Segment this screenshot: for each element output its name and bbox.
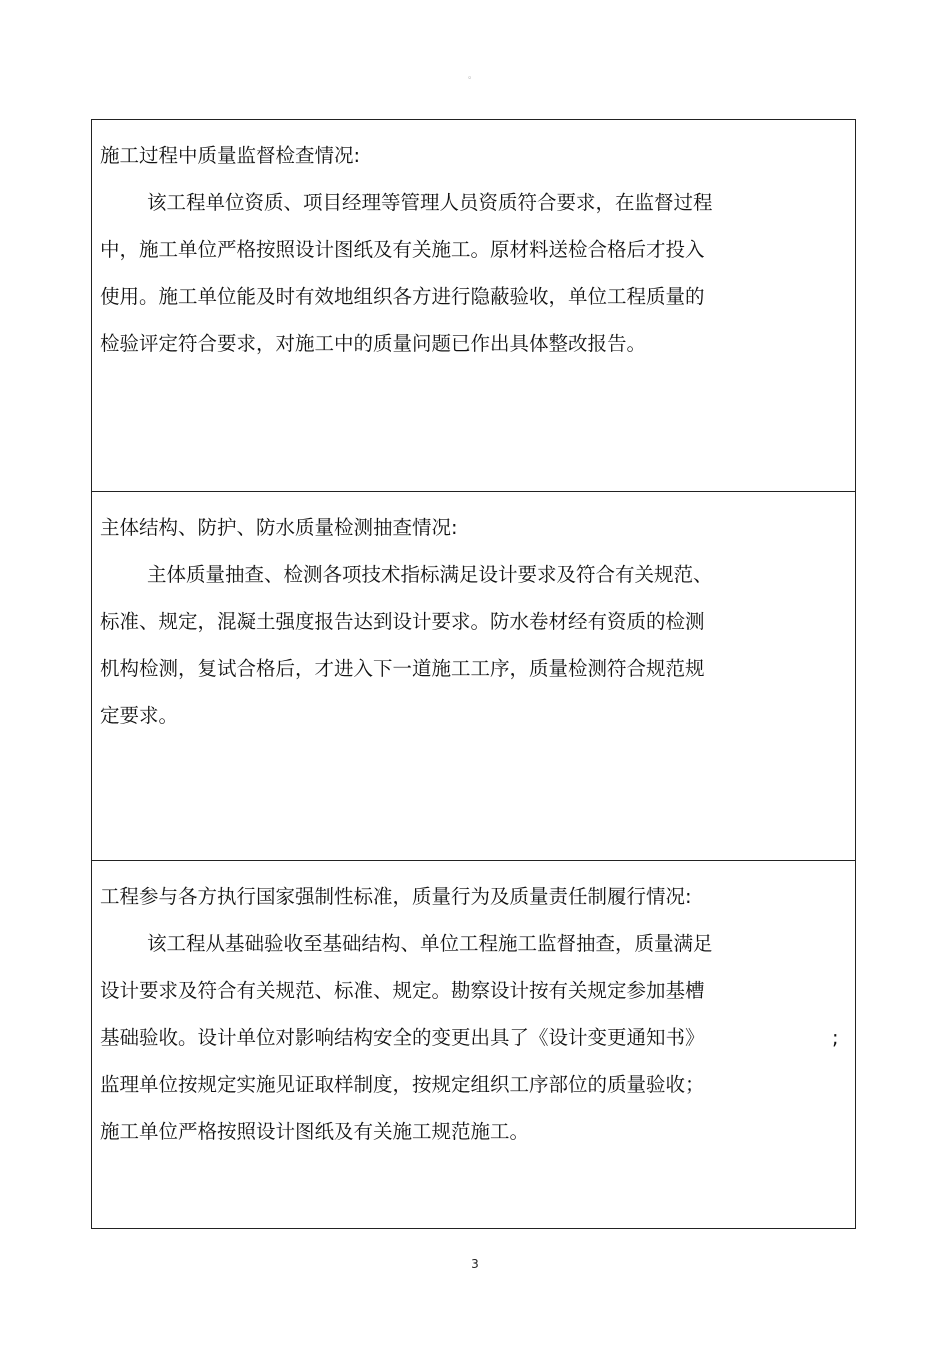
paragraph-line: 该工程单位资质、项目经理等管理人员资质符合要求，在监督过程 bbox=[147, 191, 713, 214]
line-tail-mark: ; bbox=[832, 1026, 839, 1049]
section-construction-supervision bbox=[92, 120, 855, 491]
paragraph-line: 施工单位严格按照设计图纸及有关施工规范施工。 bbox=[100, 1120, 530, 1143]
paragraph-line: 中，施工单位严格按照设计图纸及有关施工。原材料送检合格后才投入 bbox=[100, 238, 705, 261]
paragraph-line: 机构检测，复试合格后，才进入下一道施工工序，质量检测符合规范规 bbox=[100, 657, 705, 680]
paragraph-line-text: 基础验收。设计单位对影响结构安全的变更出具了《设计变更通知书》 bbox=[100, 1026, 705, 1049]
paragraph-line-with-tail bbox=[100, 1014, 841, 1061]
section-title: 主体结构、防护、防水质量检测抽查情况: bbox=[100, 516, 458, 539]
paragraph-line: 定要求。 bbox=[100, 704, 179, 727]
section-title: 工程参与各方执行国家强制性标准，质量行为及质量责任制履行情况: bbox=[100, 885, 692, 908]
paragraph-line: 检验评定符合要求，对施工中的质量问题已作出具体整改报告。 bbox=[100, 332, 647, 355]
section-structure-waterproof-inspection bbox=[92, 491, 855, 860]
section-title: 施工过程中质量监督检查情况: bbox=[100, 144, 361, 167]
paragraph-line: 标准、规定，混凝土强度报告达到设计要求。防水卷材经有资质的检测 bbox=[100, 610, 705, 633]
quality-report-table bbox=[91, 119, 856, 1229]
paragraph-line: 使用。施工单位能及时有效地组织各方进行隐蔽验收，单位工程质量的 bbox=[100, 285, 705, 308]
header-mark: 。 bbox=[468, 71, 478, 81]
section-standards-compliance bbox=[92, 860, 855, 1228]
paragraph-line: 主体质量抽查、检测各项技术指标满足设计要求及符合有关规范、 bbox=[147, 563, 713, 586]
page-number: 3 bbox=[471, 1257, 479, 1271]
paragraph-line: 监理单位按规定实施见证取样制度，按规定组织工序部位的质量验收； bbox=[100, 1073, 705, 1096]
paragraph-line: 该工程从基础验收至基础结构、单位工程施工监督抽查，质量满足 bbox=[147, 932, 713, 955]
paragraph-line: 设计要求及符合有关规范、标准、规定。勘察设计按有关规定参加基槽 bbox=[100, 979, 705, 1002]
